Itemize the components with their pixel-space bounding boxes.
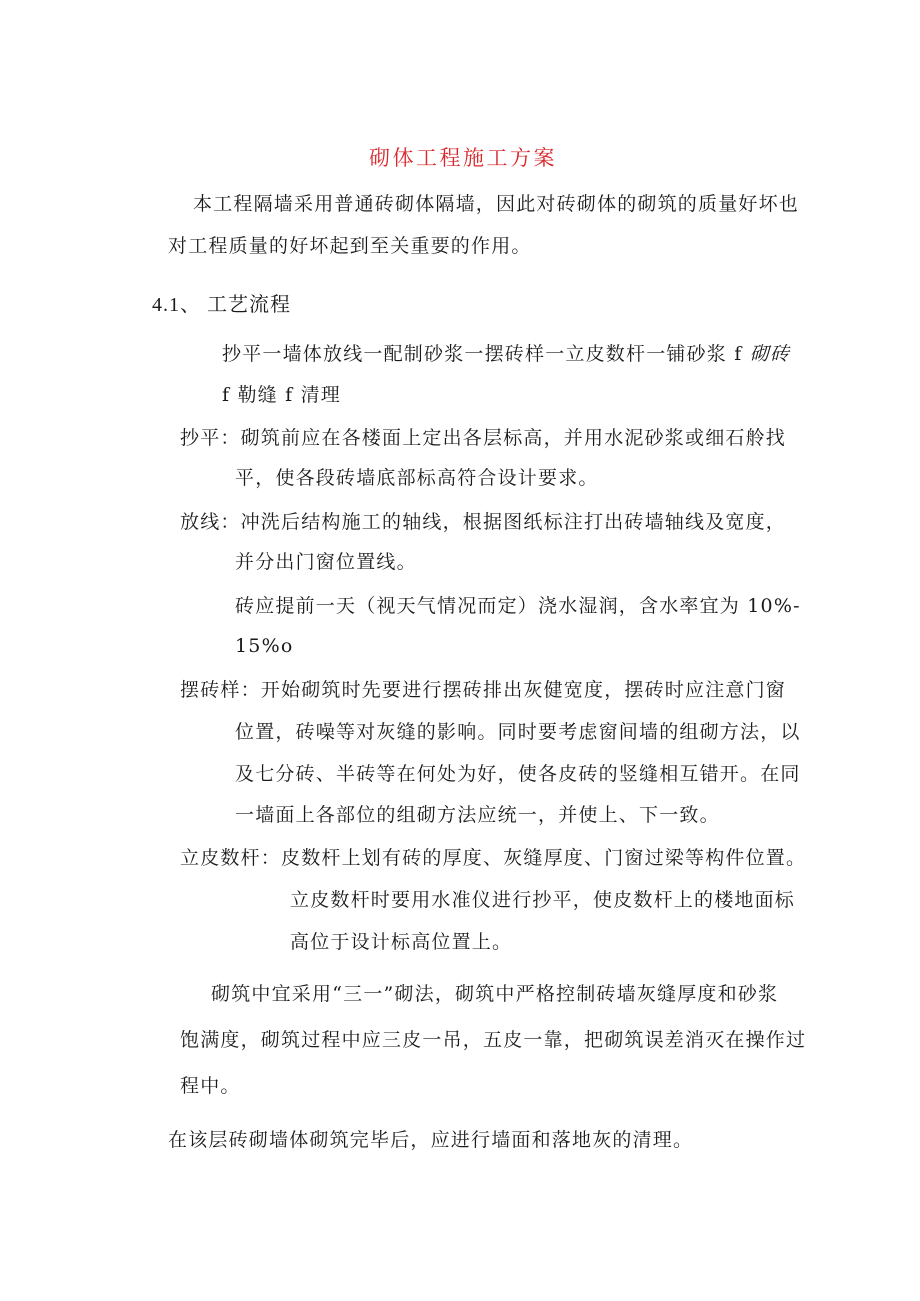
process-flow-line-2: f 勒缝 f 清理 — [222, 384, 341, 406]
brick-wetting-line-1: 砖应提前一天（视天气情况而定）浇水湿润，含水率宜为 10%- — [235, 595, 801, 617]
masonry-line-2: 饱满度，砌筑过程中应三皮一吊，五皮一靠，把砌筑误差消灭在操作过 — [180, 1029, 807, 1051]
step-baizhuanyang-line-2: 位置，砖噪等对灰缝的影响。同时要考虑窗间墙的组砌方法，以 — [235, 721, 801, 743]
cleanup-paragraph: 在该层砖砌墙体砌筑完毕后，应进行墙面和落地灰的清理。 — [168, 1129, 694, 1151]
step-lipishugan-line-1: 立皮数杆：皮数杆上划有砖的厚度、灰缝厚度、门窗过梁等构件位置。 — [180, 847, 807, 869]
step-baizhuanyang-line-3: 及七分砖、半砖等在何处为好，使各皮砖的竖缝相互错开。在同 — [235, 763, 801, 785]
step-baizhuanyang-line-1: 摆砖样：开始砌筑时先要进行摆砖排出灰健宽度，摆砖时应注意门窗 — [180, 679, 787, 701]
process-flow-line-1 — [222, 342, 790, 366]
intro-line-1: 本工程隔墙采用普通砖砌体隔墙，因此对砖砌体的砌筑的质量好坏也 — [193, 193, 800, 215]
document-title: 砌体工程施工方案 — [369, 146, 557, 170]
step-lipishugan-line-3: 高位于设计标高位置上。 — [290, 931, 513, 953]
section-heading: 4.1、 工艺流程 — [152, 294, 291, 316]
masonry-line-1: 砌筑中宜采用“三一”砌法，砌筑中严格控制砖墙灰缝厚度和砂浆 — [211, 983, 779, 1005]
process-flow-italic: 砌砖 — [749, 343, 791, 365]
brick-wetting-line-2: 15%o — [235, 635, 294, 657]
step-chaoping-line-2: 平，使各段砖墙底部标高符合设计要求。 — [235, 467, 599, 489]
step-lipishugan-line-2: 立皮数杆时要用水准仪进行抄平，使皮数杆上的楼地面标 — [290, 889, 796, 911]
step-chaoping-line-1: 抄平：砌筑前应在各楼面上定出各层标高，并用水泥砂浆或细石舲找 — [180, 427, 787, 449]
step-fangxian-line-2: 并分出门窗位置线。 — [235, 551, 417, 573]
step-baizhuanyang-line-4: 一墙面上各部位的组砌方法应统一，并使上、下一致。 — [235, 804, 720, 826]
intro-line-2: 对工程质量的好坏起到至关重要的作用。 — [168, 235, 532, 257]
step-fangxian-line-1: 放线：冲洗后结构施工的轴线，根据图纸标注打出砖墙轴线及宽度， — [180, 511, 787, 533]
masonry-line-3: 程中。 — [180, 1075, 241, 1097]
process-flow-text: 抄平一墙体放线一配制砂浆一摆砖样一立皮数杆一铺砂浆 f — [222, 343, 750, 365]
